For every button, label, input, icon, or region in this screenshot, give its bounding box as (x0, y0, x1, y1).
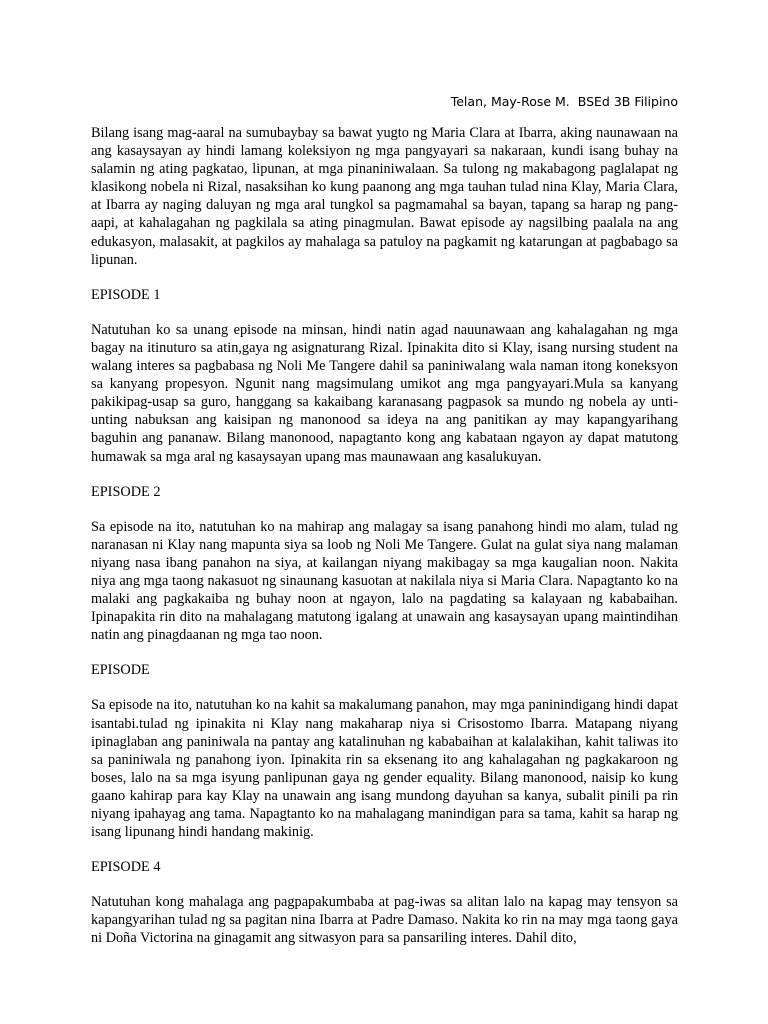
episode-1-paragraph: Natutuhan ko sa unang episode na minsan, hindi natin agad nauunawaan ang kahalagahan ng mga bagay na itinuturo sa atin,gaya ng asignaturang Rizal. Ipinakita dito si Klay, isang nursing student na walang interes sa pagbabasa ng Noli Me Tangere dahil sa paniniwalang wala naman itong koneksyon sa kanyang propesyon. Ngunit nang magsimulang umikot ang mga pangyayari.Mula sa kanyang pakikipag-usap sa guro, hanggang sa kakaibang karanasang pagpasok sa mundo ng nobela ay unti-unting nabuksan ang kaisipan ng manonood sa ideya na ang panitikan ay may kapangyarihang baguhin ang pananaw. Bilang manonood, napagtanto kong ang kabataan ngayon ay dapat matutong humawak sa mga aral ng kasaysayan upang mas maunawaan ang kasalukuyan. (91, 321, 678, 465)
document-body (91, 124, 678, 965)
episode-2-heading: EPISODE 2 (91, 483, 161, 500)
episode-3-paragraph: Sa episode na ito, natutuhan ko na kahit sa makalumang panahon, may mga paninindigang hindi dapat isantabi.tulad ng ipinakita ni Klay nang makaharap niya si Crisostomo Ibarra. Matapang niyang ipinaglaban ang paniniwala na pantay ang katalinuhan ng kababaihan at kalalakihan, kahit taliwas ito sa paniniwala ng panahong iyon. Ipinakita rin sa eksenang ito ang kahalagahan ng pagkakaroon ng boses, lalo na sa mga isyung panlipunan gaya ng gender equality. Bilang manonood, naisip ko kung gaano kahirap para kay Klay na unawain ang isang mundong dayuhan sa kanya, subalit pinili pa rin niyang ipahayag ang tama. Napagtanto ko na mahalagang manindigan para sa tama, kahit sa harap ng isang lipunang hindi handang makinig. (91, 697, 678, 841)
author-header: Telan, May-Rose M. BSEd 3B Filipino (450, 94, 678, 109)
episode-4-paragraph: Natutuhan kong mahalaga ang pagpapakumbaba at pag-iwas sa alitan lalo na kapag may tensyon sa kapangyarihan tulad ng sa pagitan nina Ibarra at Padre Damaso. Nakita ko rin na may mga taong gaya ni Doña Victorina na ginagamit ang sitwasyon para sa pansariling interes. Dahil dito, (91, 894, 678, 947)
episode-4-heading: EPISODE 4 (91, 859, 161, 876)
episode-3-heading: EPISODE (91, 662, 150, 679)
intro-paragraph: Bilang isang mag-aaral na sumubaybay sa bawat yugto ng Maria Clara at Ibarra, aking naunawaan na ang kasaysayan ay hindi lamang koleksiyon ng mga pangyayari sa nakaraan, kundi isang buhay na salamin ng ating pagkatao, lipunan, at mga pinaniniwalaan. Sa tulong ng makabagong paglalapat ng klasikong nobela ni Rizal, nasaksihan ko kung paanong ang mga tauhan tulad nina Klay, Maria Clara, at Ibarra ay naging daluyan ng mga aral tungkol sa pagmamahal sa bayan, tapang sa harap ng pang-aapi, at kahalagahan ng pagkilala sa ating pinagmulan. Bawat episode ay nagsilbing paalala na ang edukasyon, malasakit, at pagkilos ay mahalaga sa patuloy na pagkamit ng katarungan at pagbabago sa lipunan. (91, 125, 678, 268)
document-page (91, 0, 678, 1024)
episode-2-paragraph: Sa episode na ito, natutuhan ko na mahirap ang malagay sa isang panahong hindi mo alam, tulad ng naranasan ni Klay nang mapunta siya sa loob ng Noli Me Tangere. Gulat na gulat siya nang malaman niyang nasa ibang panahon na siya, at kailangan niyang makibagay sa mga kaugalian noon. Nakita niya ang mga taong nakasuot ng sinaunang kasuotan at nakilala niya si Maria Clara. Napagtanto ko na malaki ang pagkakaiba ng buhay noon at ngayon, lalo na pagdating sa kalayaan ng kababaihan. Ipinapakita rin dito na mahalagang matutong igalang at unawain ang kasaysayan upang maintindihan natin ang pinagdaanan ng mga tao noon. (91, 518, 678, 644)
episode-1-heading: EPISODE 1 (91, 286, 161, 303)
